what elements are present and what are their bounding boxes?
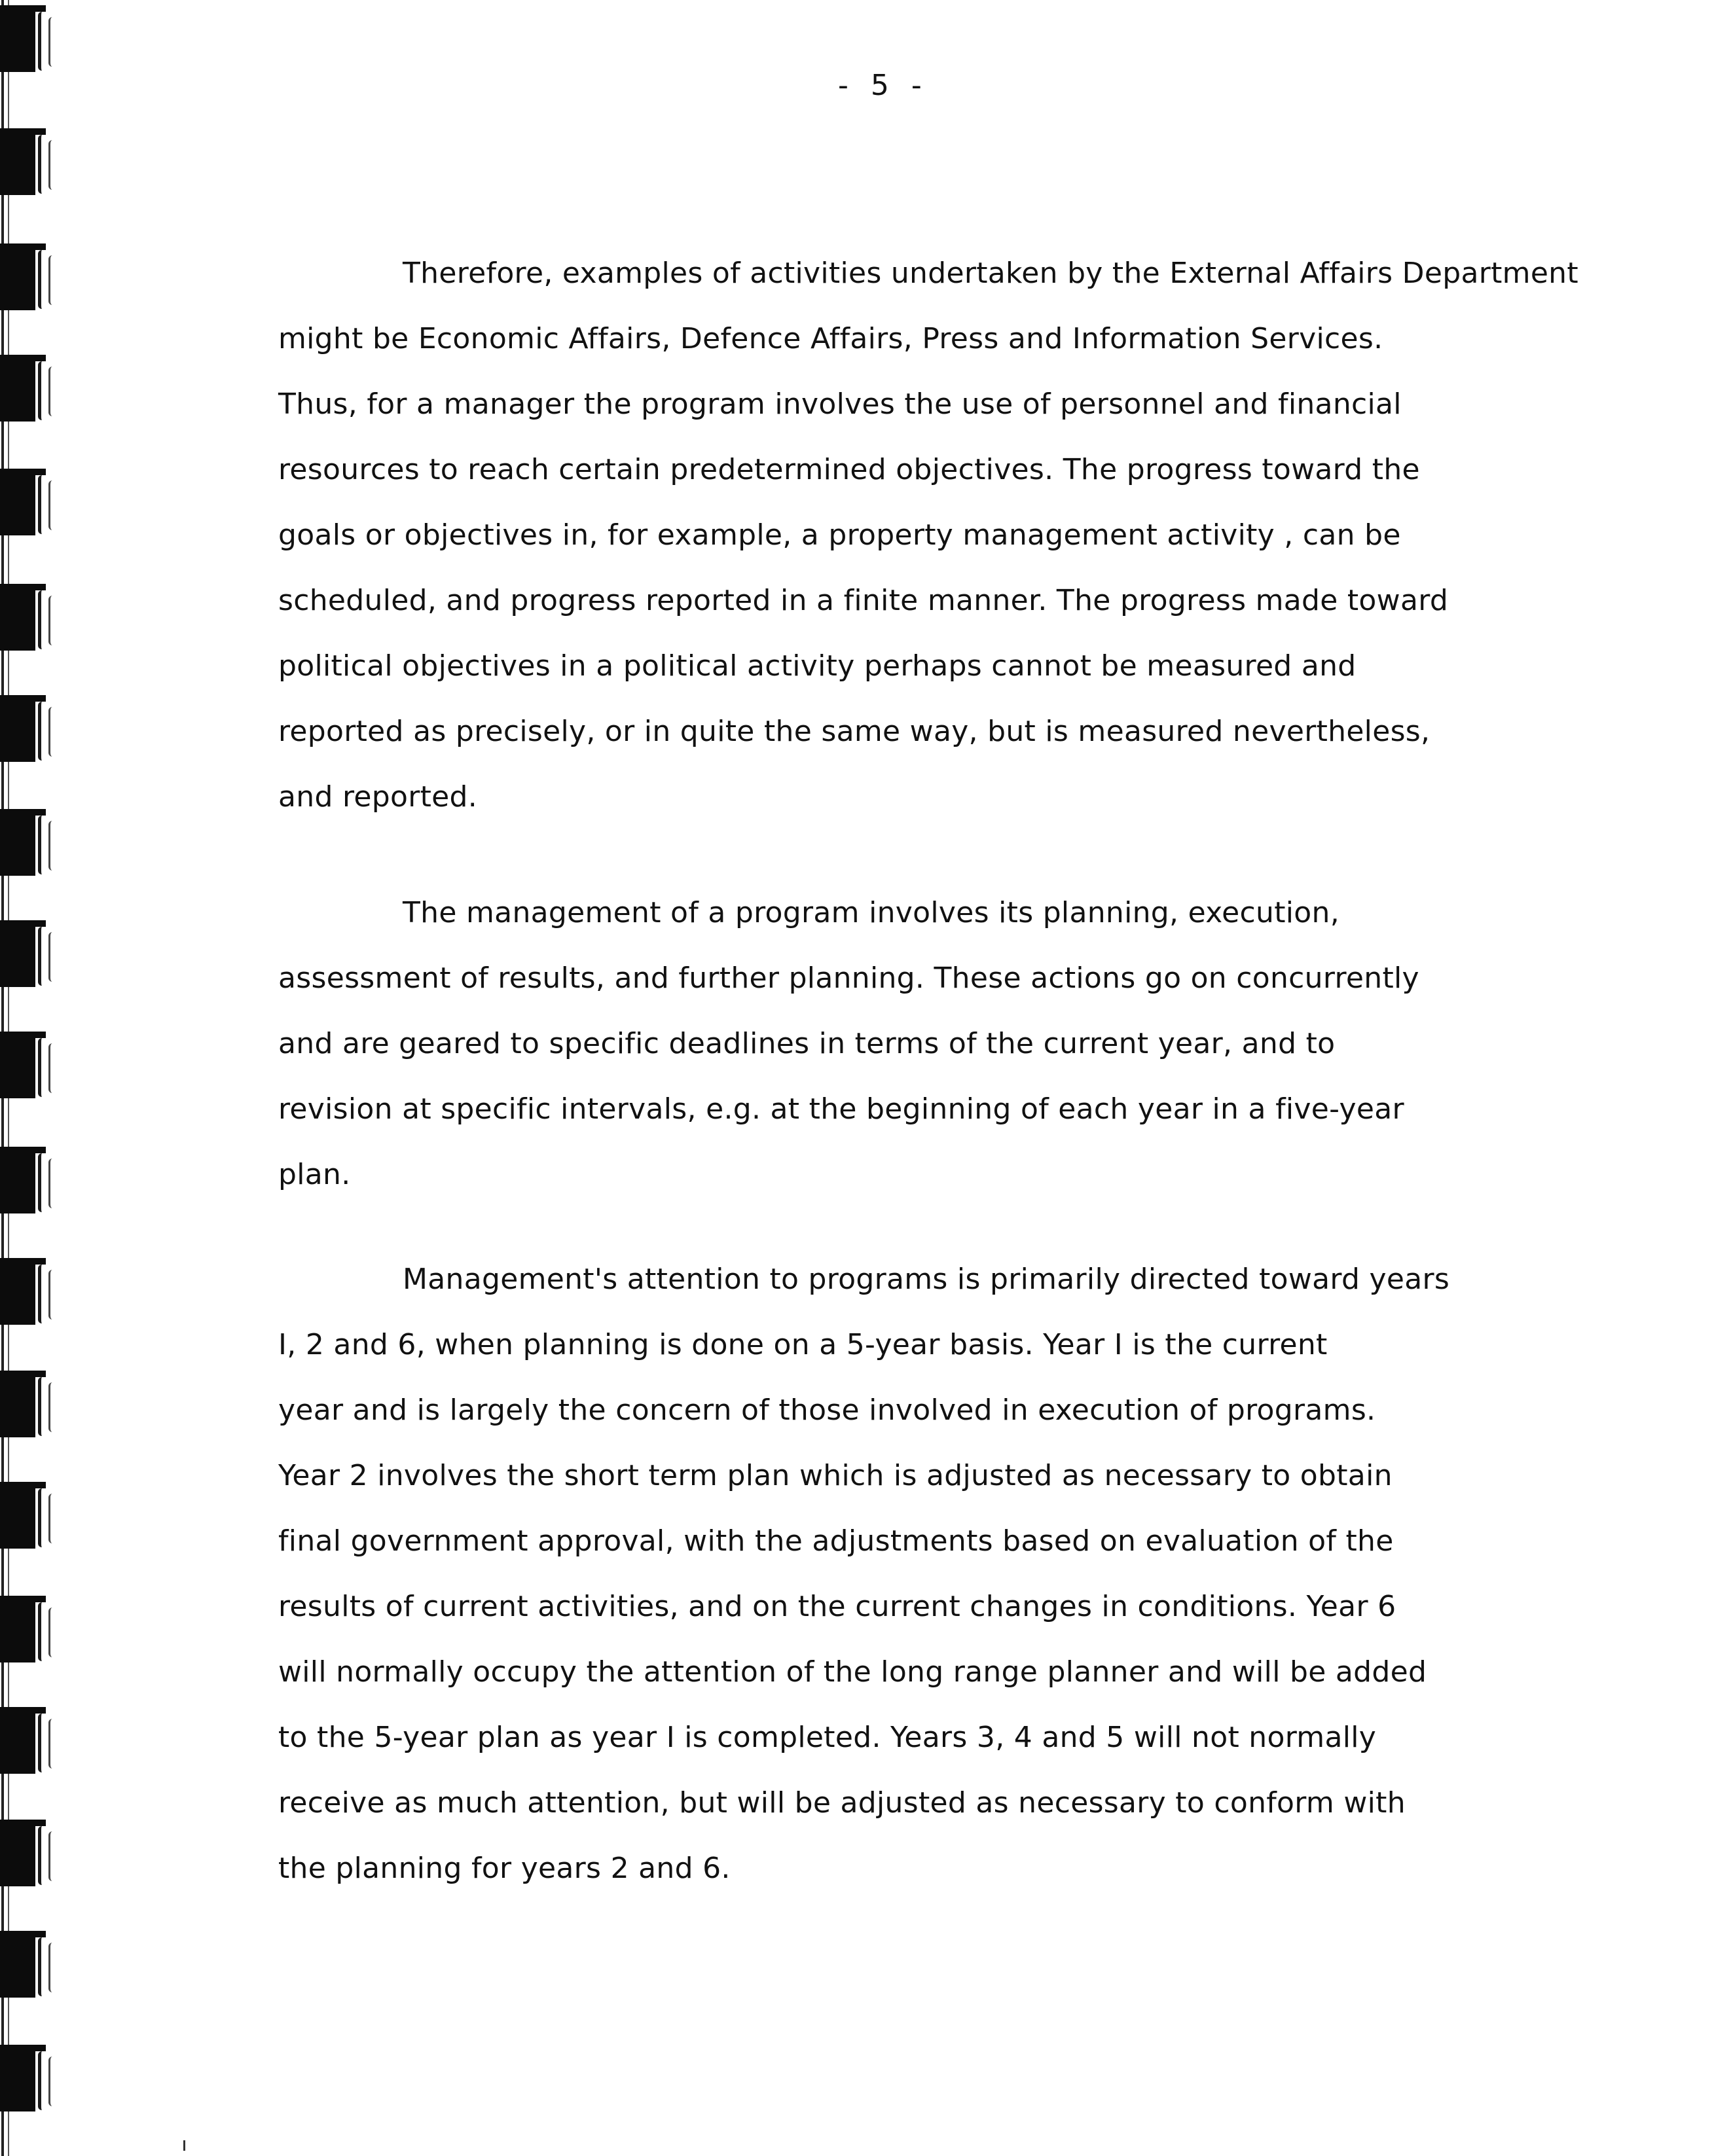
text-line: final government approval, with the adjustments based on evaluation of the <box>278 1524 1394 1558</box>
text-line: receive as much attention, but will be adjusted as necessary to conform with <box>278 1786 1406 1820</box>
text-line: assessment of results, and further planning. These actions go on concurrently <box>278 961 1419 995</box>
binding-ring <box>0 1032 59 1102</box>
text-line: The management of a program involves its planning, execution, <box>403 896 1340 929</box>
binding-ring <box>0 1371 59 1441</box>
paragraph-1 <box>278 241 1601 830</box>
text-line: plan. <box>278 1158 351 1191</box>
binding-ring <box>0 5 59 76</box>
text-line: and are geared to specific deadlines in terms of the current year, and to <box>278 1027 1336 1060</box>
text-line: to the 5-year plan as year I is completed. Years 3, 4 and 5 will not normally <box>278 1721 1377 1754</box>
binding-ring <box>0 128 59 199</box>
text-line: scheduled, and progress reported in a finite manner. The progress made toward <box>278 584 1449 617</box>
text-line: Year 2 involves the short term plan which is adjusted as necessary to obtain <box>278 1459 1393 1492</box>
text-line: Thus, for a manager the program involves the use of personnel and financial <box>278 387 1402 421</box>
binding-ring <box>0 1707 59 1778</box>
page-number: - 5 - <box>838 69 928 102</box>
binding-ring <box>0 920 59 991</box>
scan-speck <box>183 2140 185 2151</box>
binding-ring <box>0 1931 59 2002</box>
text-line: results of current activities, and on the current changes in conditions. Year 6 <box>278 1590 1396 1623</box>
text-line: the planning for years 2 and 6. <box>278 1852 731 1885</box>
text-line: Therefore, examples of activities undertaken by the External Affairs Department <box>403 257 1578 290</box>
binding-ring <box>0 695 59 766</box>
text-line: will normally occupy the attention of the long range planner and will be added <box>278 1655 1427 1689</box>
spiral-binding <box>0 0 72 2156</box>
binding-ring <box>0 469 59 539</box>
paragraph-3 <box>278 1247 1601 1901</box>
text-line: and reported. <box>278 780 478 814</box>
binding-ring <box>0 2045 59 2115</box>
paragraph-2 <box>278 880 1601 1208</box>
binding-ring <box>0 1482 59 1553</box>
text-line: resources to reach certain predetermined objectives. The progress toward the <box>278 453 1420 486</box>
binding-ring <box>0 243 59 314</box>
text-line: reported as precisely, or in quite the same way, but is measured nevertheless, <box>278 715 1430 748</box>
text-line: revision at specific intervals, e.g. at the beginning of each year in a five-year <box>278 1092 1404 1126</box>
text-line: might be Economic Affairs, Defence Affairs, Press and Information Services. <box>278 322 1383 355</box>
text-line: I, 2 and 6, when planning is done on a 5-year basis. Year I is the current <box>278 1328 1328 1361</box>
binding-ring <box>0 584 59 655</box>
binding-ring <box>0 809 59 880</box>
text-line: goals or objectives in, for example, a property management activity , can be <box>278 518 1401 552</box>
binding-ring <box>0 1596 59 1666</box>
binding-ring <box>0 1258 59 1329</box>
text-line: Management's attention to programs is primarily directed toward years <box>403 1263 1450 1296</box>
text-line: year and is largely the concern of those involved in execution of programs. <box>278 1393 1376 1427</box>
binding-ring <box>0 1820 59 1890</box>
binding-ring <box>0 1147 59 1217</box>
text-line: political objectives in a political activity perhaps cannot be measured and <box>278 649 1357 683</box>
binding-ring <box>0 355 59 425</box>
